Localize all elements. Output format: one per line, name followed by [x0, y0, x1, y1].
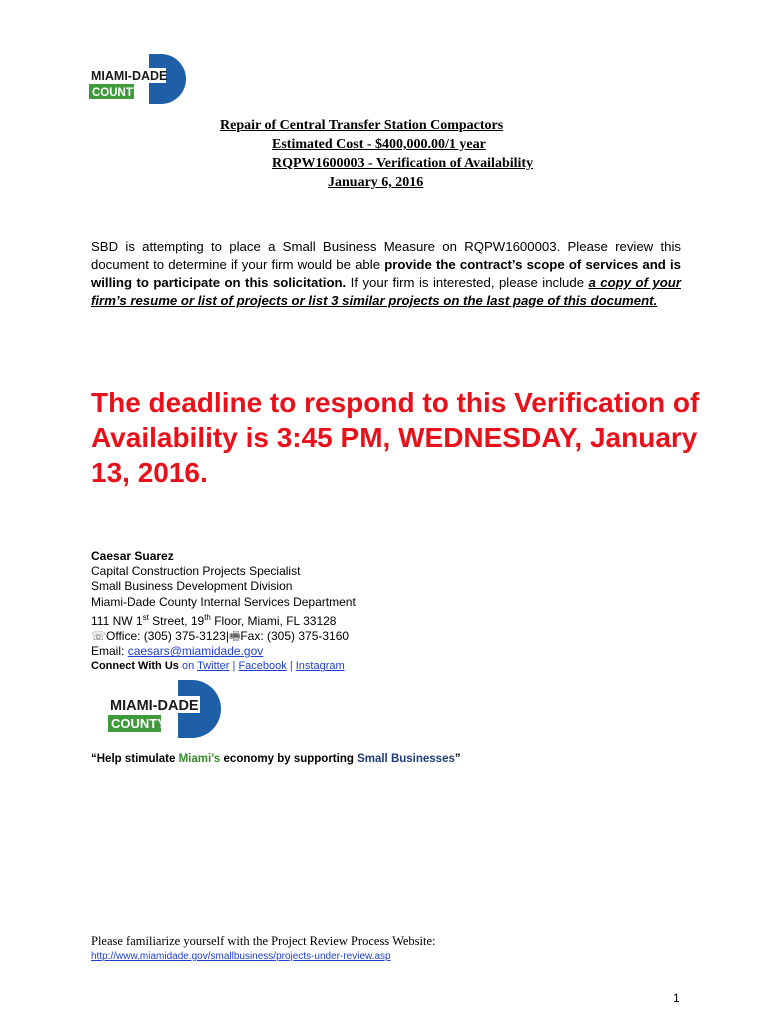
intro-end: . — [653, 293, 658, 308]
project-review-url[interactable]: http://www.miamidade.gov/smallbusiness/projects-under-review.asp — [91, 951, 391, 962]
facebook-link[interactable]: Facebook — [238, 660, 287, 673]
fax-icon: 🖷 — [229, 629, 241, 644]
header-cost: Estimated Cost - $400,000.00/1 year — [272, 137, 486, 152]
contact-department: Miami-Dade County Internal Services Department — [91, 594, 356, 609]
page-number: 1 — [673, 991, 680, 1005]
intro-bold-text: provide the contract’s scope of services and is willing to participate on this solicitation. — [91, 257, 681, 290]
email-link[interactable]: caesars@miamidade.gov — [127, 644, 264, 659]
contact-division: Small Business Development Division — [91, 579, 293, 594]
logo-bottom-word1: MIAMI-DADE — [110, 698, 199, 714]
contact-address: 111 NW 1st Street, 19th Floor, Miami, FL 33128 — [91, 612, 337, 628]
contact-phone: ☏Office: (305) 375-3123|🖷Fax: (305) 375-3160 — [91, 629, 350, 644]
intro-text-2: If your firm is interested, please include — [346, 275, 589, 290]
connect-with-us: Connect With Us on Twitter | Facebook | Instagram — [91, 660, 345, 673]
instagram-link[interactable]: Instagram — [295, 660, 345, 673]
intro-paragraph — [91, 238, 681, 310]
logo-bottom-word2: COUNTY — [111, 716, 166, 731]
logo-top-word2: COUNTY — [92, 87, 141, 99]
phone-icon: ☏ — [91, 629, 107, 644]
header-title: Repair of Central Transfer Station Compactors — [220, 118, 504, 133]
intro-text-1: SBD is attempting to place a Small Business Measure on RQPW1600003. Please review this document to determine if your firm would be able — [91, 239, 681, 272]
miami-dade-logo-bottom — [108, 680, 226, 738]
contact-block — [91, 549, 591, 675]
logo-top-word1: MIAMI-DADE — [91, 69, 168, 83]
miami-dade-logo-top — [89, 54, 189, 104]
contact-title: Capital Construction Projects Specialist — [91, 564, 301, 579]
twitter-link[interactable]: Twitter — [197, 660, 230, 673]
process-review-text: Please familiarize yourself with the Project Review Process Website: — [91, 934, 436, 948]
deadline-notice: The deadline to respond to this Verification of Availability is 3:45 PM, WEDNESDAY, January 13, 2016. — [91, 387, 700, 488]
slogan: “Help stimulate Miami’s economy by supporting Small Businesses” — [91, 753, 461, 765]
header-verification: RQPW1600003 - Verification of Availability — [272, 156, 534, 171]
intro-request-text: a copy of your firm’s resume or list of projects or list 3 similar projects on the last page of this document — [91, 275, 681, 308]
contact-email: Email: caesars@miamidade.gov — [91, 644, 264, 659]
header-date: January 6, 2016 — [328, 175, 424, 190]
contact-name: Caesar Suarez — [91, 549, 174, 563]
